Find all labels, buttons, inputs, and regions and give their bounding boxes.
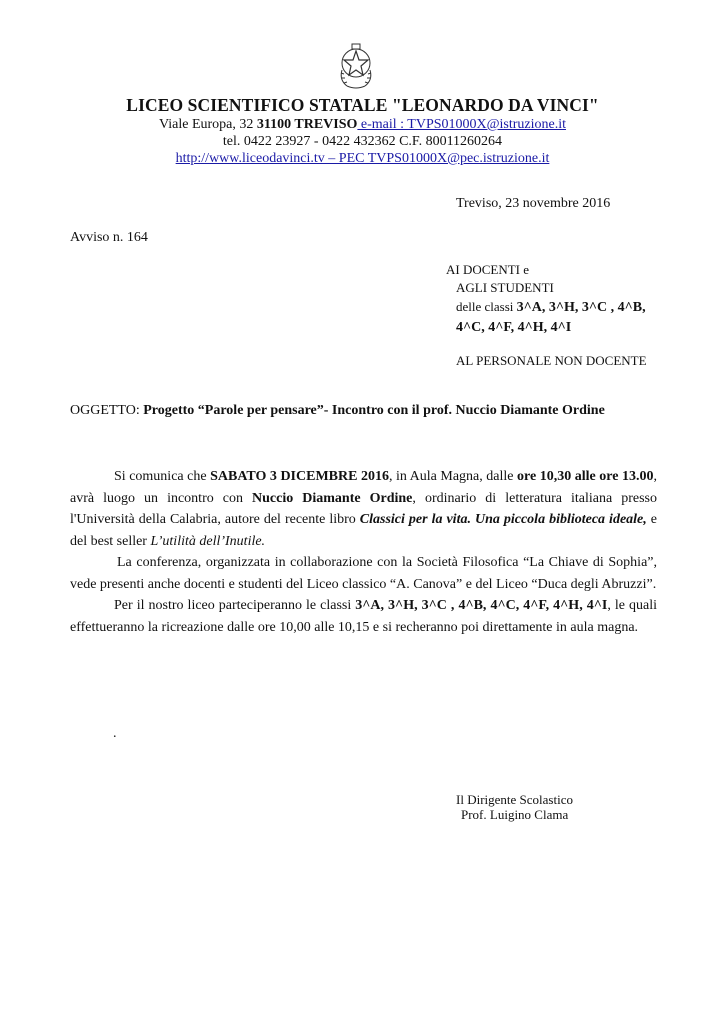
- p1-text-e: e del best seller: [70, 512, 657, 549]
- p1-text-c: , avrà luogo un incontro con: [70, 469, 657, 506]
- bestseller-title: L’utilità dell’Inutile.: [150, 533, 266, 549]
- event-time: ore 10,30 alle ore 13.00: [517, 469, 654, 484]
- letterhead: [0, 94, 725, 167]
- address-city: 31100 TREVISO: [256, 117, 358, 132]
- email-link[interactable]: e-mail : TVPS01000X@istruzione.it: [357, 117, 567, 132]
- recipient-staff: AL PERSONALE NON DOCENTE: [456, 353, 647, 368]
- signature-name: Prof. Luigino Clama: [461, 807, 569, 822]
- address-street: Viale Europa, 32: [158, 117, 257, 132]
- p1-text-d: , ordinario di letteratura italiana presso l'Università della Calabria, autore del recente libro: [70, 490, 657, 527]
- p1-text-b: , in Aula Magna, dalle: [388, 469, 518, 484]
- republic-emblem-icon: [335, 40, 377, 90]
- p3-text-a: Per il nostro liceo parteciperanno le classi: [114, 598, 356, 613]
- body-text: [70, 466, 657, 638]
- phone-line: tel. 0422 23927 - 0422 432362 C.F. 80011260264: [222, 134, 503, 149]
- participating-classes: 3^A, 3^H, 3^C , 4^B, 4^C, 4^F, 4^H, 4^I: [355, 598, 608, 613]
- speaker-name: Nuccio Diamante Ordine: [252, 490, 413, 506]
- p1-text-a: Si comunica che: [114, 469, 211, 484]
- recipient-classes-line2: 4^C, 4^F, 4^H, 4^I: [456, 320, 572, 335]
- address-line: [0, 116, 725, 133]
- event-date: SABATO 3 DICEMBRE 2016: [210, 469, 389, 484]
- date-line: Treviso, 23 novembre 2016: [456, 196, 611, 211]
- school-name: LICEO SCIENTIFICO STATALE "LEONARDO DA VINCI": [126, 95, 599, 115]
- recipient-teachers: AI DOCENTI e: [446, 262, 530, 277]
- paragraph-3: [70, 595, 657, 638]
- book-title: Classici per la vita. Una piccola biblioteca ideale,: [359, 512, 647, 527]
- classes-list-1: 3^A, 3^H, 3^C , 4^B,: [516, 300, 646, 315]
- paragraph-2: La conferenza, organizzata in collaborazione con la Società Filosofica “La Chiave di Sophia”, vede presenti anche docenti e studenti del Liceo classico “A. Canova” e del Liceo “Duca degli Abruzzi”.: [70, 555, 657, 592]
- website-pec-link[interactable]: http://www.liceodavinci.tv – PEC TVPS01000X@pec.istruzione.it: [175, 151, 550, 166]
- recipient-classes-line1: [456, 297, 646, 318]
- subject-label: OGGETTO:: [70, 403, 144, 418]
- classes-prefix: delle classi: [456, 299, 517, 314]
- paragraph-1: [70, 466, 657, 552]
- signature-role: Il Dirigente Scolastico: [456, 792, 573, 807]
- stray-dot: .: [113, 726, 117, 741]
- subject-line: [70, 402, 605, 420]
- notice-number: Avviso n. 164: [70, 230, 148, 245]
- subject-text: Progetto “Parole per pensare”- Incontro con il prof. Nuccio Diamante Ordine: [143, 403, 605, 418]
- p3-text-b: , le quali effettueranno la ricreazione dalle ore 10,00 alle 10,15 e si recheranno poi direttamente in aula magna.: [70, 598, 657, 635]
- recipient-students: AGLI STUDENTI: [456, 280, 554, 295]
